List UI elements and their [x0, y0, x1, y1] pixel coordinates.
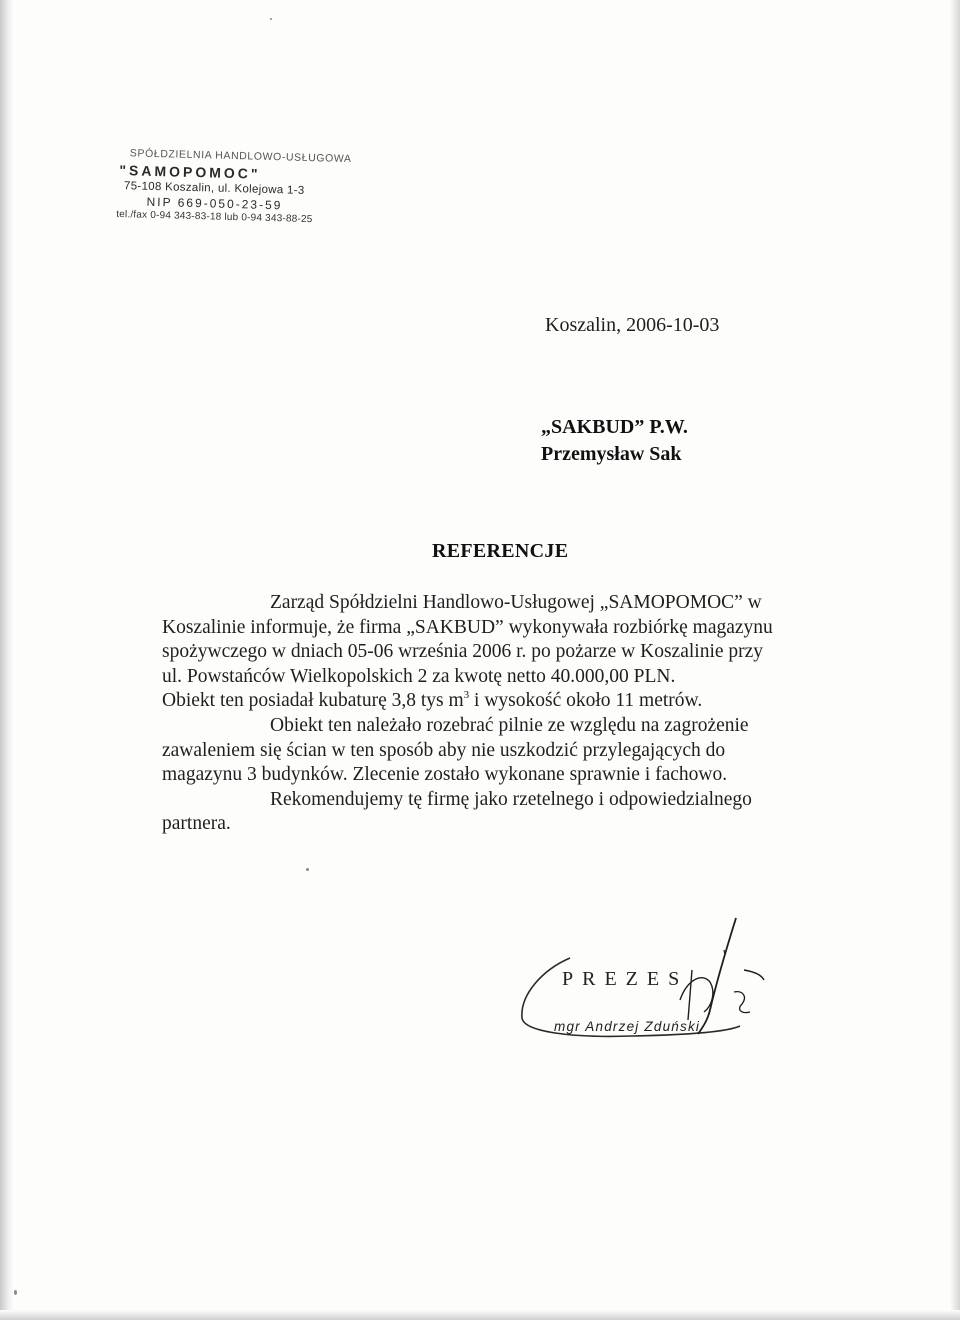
recipient-block — [541, 414, 688, 468]
scan-speck — [14, 1290, 17, 1295]
scan-edge-left — [0, 0, 14, 1320]
body-line: Zarząd Spółdzielni Handlowo-Usługowej „SAMOPOMOC” w — [270, 592, 762, 613]
scan-edge-bottom — [0, 1310, 960, 1320]
superscript: 3 — [463, 689, 470, 702]
body-line: spożywczego w dniach 05-06 września 2006 r. po pożarze w Koszalinie przy — [162, 641, 764, 663]
signature-stamp — [512, 910, 772, 1050]
body-line: Obiekt ten należało rozebrać pilnie ze względu na zagrożenie — [270, 714, 749, 736]
letter-body — [162, 591, 862, 837]
body-text: i wysokość około 11 metrów. — [469, 690, 703, 712]
body-line: zawaleniem się ścian w ten sposób aby nie uszkodzić przylegających do — [162, 739, 726, 761]
stamp-nip: NIP 669-050-23-59 — [146, 194, 283, 213]
body-line: ul. Powstańców Wielkopolskich 2 za kwotę netto 40.000,00 PLN. — [162, 665, 676, 687]
stamp-company-name: "SAMOPOMOC" — [119, 161, 261, 182]
stamp-address: 75-108 Koszalin, ul. Kolejowa 1-3 — [123, 179, 305, 197]
recipient-company: „SAKBUD” P.W. — [541, 416, 688, 438]
scan-speck — [270, 18, 272, 20]
body-line — [162, 689, 862, 714]
stamp-line-1: SPÓŁDZIELNIA HANDLOWO-USŁUGOWA — [129, 147, 352, 166]
stamp-phone: tel./fax 0-94 343-83-18 lub 0-94 343-88-25 — [116, 208, 313, 226]
body-line: magazynu 3 budynków. Zlecenie zostało wykonane sprawnie i fachowo. — [162, 764, 728, 786]
scan-speck — [306, 868, 309, 871]
body-line: Rekomendujemy tę firmę jako rzetelnego i odpowiedzialnego — [270, 788, 752, 810]
scan-edge-right — [950, 0, 960, 1320]
letter-title: REFERENCJE — [432, 540, 569, 562]
body-line: partnera. — [162, 813, 231, 835]
company-stamp — [116, 147, 352, 226]
signature-name: mgr Andrzej Zduński — [554, 1019, 701, 1034]
letter-date: Koszalin, 2006-10-03 — [545, 314, 720, 336]
body-text: Obiekt ten posiadał kubaturę 3,8 tys m — [162, 690, 464, 712]
recipient-person: Przemysław Sak — [541, 443, 682, 465]
signature-title: PREZES — [562, 968, 689, 990]
body-line: Koszalinie informuje, że firma „SAKBUD” wykonywała rozbiórkę magazynu — [162, 616, 773, 638]
